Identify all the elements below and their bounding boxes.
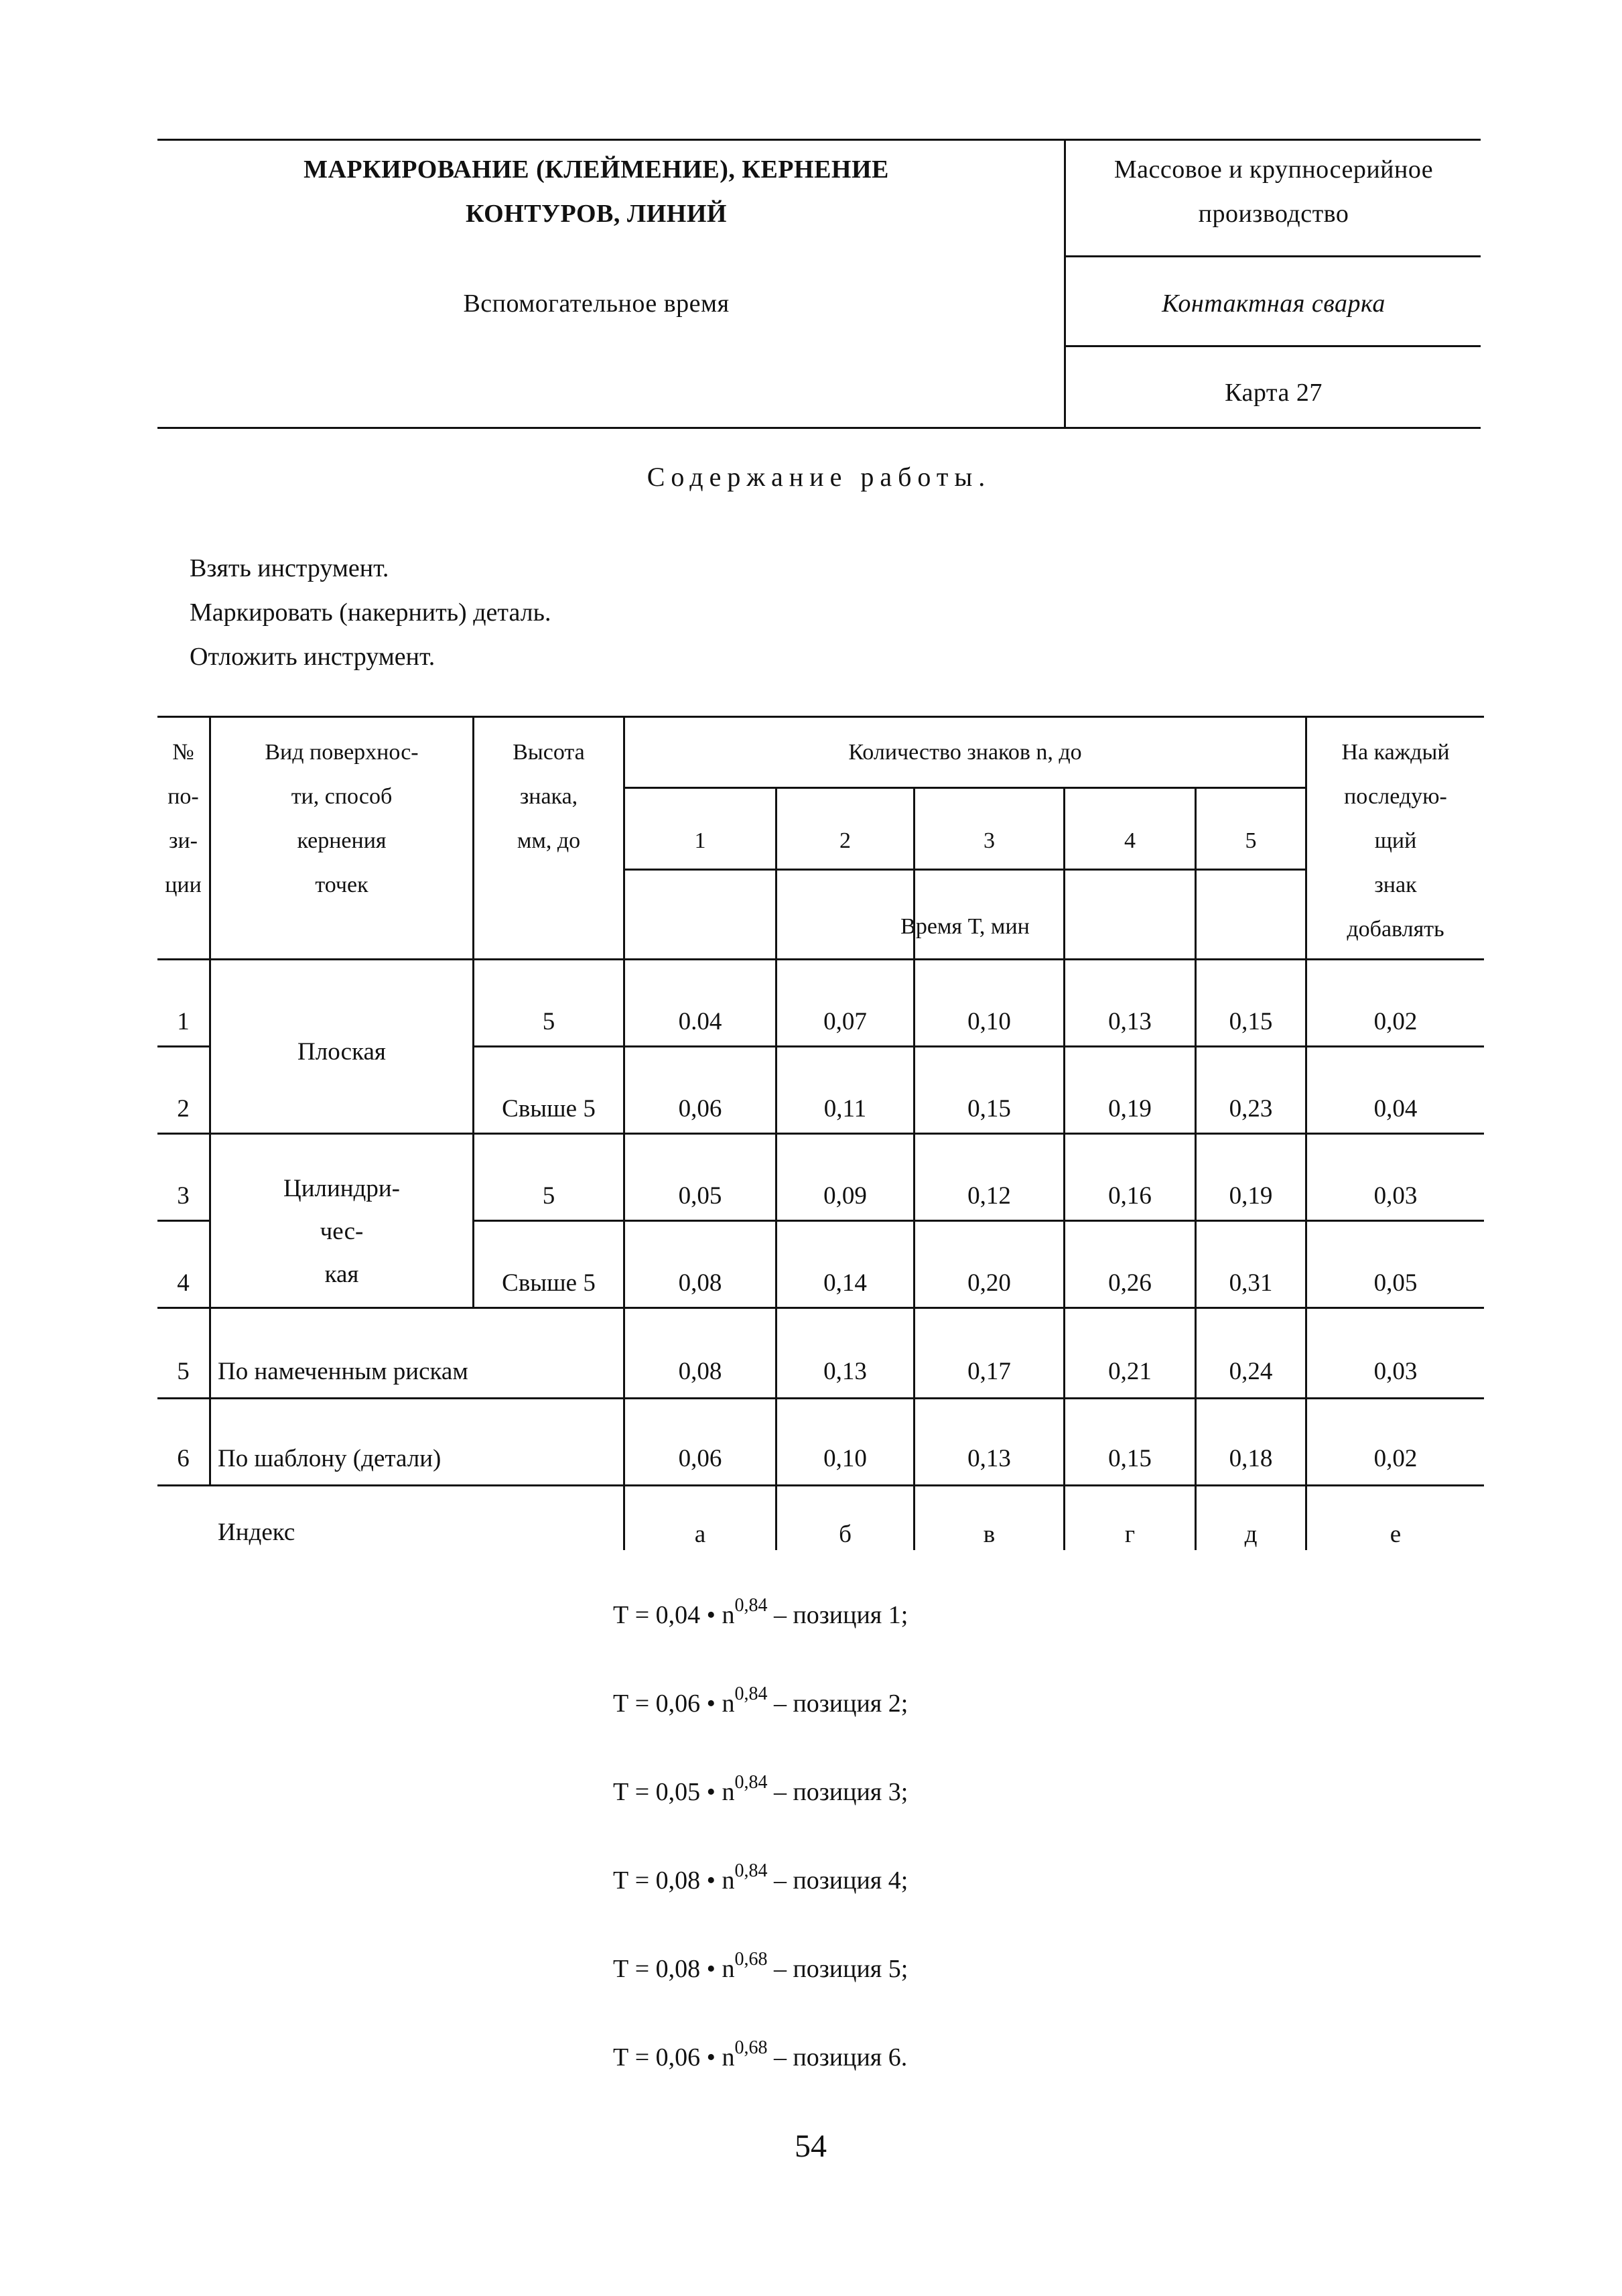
row-height: 5 [542,1182,555,1210]
value-d: 0,18 [1229,1445,1273,1472]
value-e: 0,02 [1373,1445,1418,1472]
th-count-5: 5 [1245,828,1257,853]
index-label: Индекс [218,1519,295,1546]
index-e: е [1390,1521,1402,1548]
value-d: 0,15 [1229,1008,1273,1035]
th-line: знака, [519,784,578,809]
formula-exponent: 0,84 [734,1595,768,1616]
value-e: 0,03 [1373,1358,1418,1385]
production-line-1: Массовое и крупносерийное [1113,155,1434,184]
document-subtitle: Вспомогательное время [463,290,730,318]
formula [613,1772,908,1807]
work-step: Маркировать (накернить) деталь. [190,598,551,627]
value-a: 0,05 [678,1182,722,1210]
formula-base: Т = 0,06 • n [613,2043,735,2071]
value-g: 0,13 [1108,1008,1152,1035]
value-a: 0,06 [678,1095,722,1123]
header-bottom-rule [157,958,1484,960]
formula-base: Т = 0,04 • n [613,1601,735,1629]
th-line: мм, до [517,828,581,853]
formula-position: – позиция 4; [767,1866,908,1895]
formula-base: Т = 0,08 • n [613,1955,735,1983]
header-top-rule [157,139,1481,141]
formula-base: Т = 0,06 • n [613,1689,735,1718]
value-d: 0,19 [1229,1182,1273,1210]
count-values-rule [623,869,1305,871]
formula-exponent: 0,84 [734,1683,768,1704]
value-a: 0.04 [678,1008,722,1035]
formula-base: Т = 0,05 • n [613,1778,735,1806]
formula [613,1595,908,1630]
th-line: щий [1374,828,1417,853]
th-position [157,730,209,907]
value-b: 0,11 [823,1095,867,1123]
value-v: 0,10 [967,1008,1011,1035]
th-line: ти, способ [291,784,393,809]
th-line: ции [165,873,202,897]
th-line: последую- [1344,784,1447,809]
col-rule [775,787,777,1550]
row-rule [157,1397,1484,1399]
card-number: Карта 27 [1225,379,1323,407]
work-step: Взять инструмент. [190,554,389,582]
group-line: Цилиндри- [283,1175,401,1202]
col-rule [1195,787,1197,1550]
th-line: знак [1374,873,1417,897]
index-d: д [1244,1521,1258,1548]
value-g: 0,16 [1108,1182,1152,1210]
value-v: 0,12 [967,1182,1011,1210]
th-line: добавлять [1347,917,1444,942]
row-position: 3 [177,1182,190,1210]
value-v: 0,13 [967,1445,1011,1472]
value-a: 0,08 [678,1269,722,1297]
document-title [181,147,1012,236]
value-e: 0,02 [1373,1008,1418,1035]
formula-position: – позиция 5; [767,1955,908,1983]
work-steps [190,546,551,679]
th-each [1307,730,1484,952]
row-height: Свыше 5 [502,1095,596,1123]
th-line: На каждый [1341,740,1450,765]
process-type: Контактная сварка [1162,290,1386,318]
row-position: 4 [177,1269,190,1297]
col-rule [1063,787,1065,1550]
table-bottom-rule [157,1484,1484,1486]
value-v: 0,17 [967,1358,1011,1385]
value-e: 0,05 [1373,1269,1418,1297]
value-d: 0,31 [1229,1269,1273,1297]
title-line-2: КОНТУРОВ, ЛИНИЙ [466,200,727,228]
th-line: зи- [169,828,198,853]
formula [613,2037,908,2072]
row-rule [157,1220,211,1222]
row-rule [157,1307,1484,1309]
row-position: 6 [177,1445,190,1472]
value-g: 0,19 [1108,1095,1152,1123]
header-rule-1 [1064,255,1481,257]
th-count-3: 3 [984,828,995,853]
value-v: 0,20 [967,1269,1011,1297]
formula-exponent: 0,68 [734,1949,768,1970]
formula-exponent: 0,84 [734,1772,768,1793]
th-line: по- [167,784,199,809]
table-top-rule [157,716,1484,718]
count-header-rule [623,787,1305,789]
value-b: 0,10 [823,1445,867,1472]
th-line: кернения [297,828,387,853]
header-rule-2 [1064,345,1481,347]
group-cylindrical [211,1167,472,1296]
group-line: кая [324,1261,359,1288]
col-rule [913,787,915,1550]
work-step: Отложить инструмент. [190,643,435,671]
th-line: Высота [513,740,585,765]
formula-position: – позиция 2; [767,1689,908,1718]
th-time-label: Время Т, мин [900,914,1030,939]
index-v: в [983,1521,996,1548]
value-b: 0,14 [823,1269,867,1297]
work-heading: Содержание работы. [647,462,992,492]
value-a: 0,06 [678,1445,722,1472]
row-label: По намеченным рискам [218,1358,468,1385]
page-number: 54 [795,2128,827,2164]
row-position: 5 [177,1358,190,1385]
th-count-1: 1 [694,828,706,853]
group-line: чес- [320,1218,364,1245]
formula-position: – позиция 6. [767,2043,908,2071]
value-b: 0,07 [823,1008,867,1035]
th-count-4: 4 [1124,828,1136,853]
value-b: 0,09 [823,1182,867,1210]
index-a: а [694,1521,706,1548]
title-line-1: МАРКИРОВАНИЕ (КЛЕЙМЕНИЕ), КЕРНЕНИЕ [303,155,889,184]
value-g: 0,15 [1108,1445,1152,1472]
group-flat: Плоская [297,1038,386,1066]
formula [613,1949,908,1984]
th-line: № [172,740,194,765]
index-b: б [839,1521,852,1548]
production-line-2: производство [1198,200,1349,228]
formula [613,1683,908,1718]
formula-position: – позиция 3; [767,1778,908,1806]
row-height: 5 [542,1008,555,1035]
value-e: 0,04 [1373,1095,1418,1123]
value-b: 0,13 [823,1358,867,1385]
row-position: 1 [177,1008,190,1035]
formula-exponent: 0,68 [734,2037,768,2058]
row-position: 2 [177,1095,190,1123]
th-line: Вид поверхнос- [265,740,419,765]
th-count-title: Количество знаков n, до [848,740,1082,765]
th-height [474,730,623,863]
th-surface [211,730,472,907]
formula-position: – позиция 1; [767,1601,908,1629]
value-d: 0,23 [1229,1095,1273,1123]
row-height: Свыше 5 [502,1269,596,1297]
th-line: точек [315,873,368,897]
value-e: 0,03 [1373,1182,1418,1210]
value-a: 0,08 [678,1358,722,1385]
formula-base: Т = 0,08 • n [613,1866,735,1895]
row-rule [157,1133,1484,1135]
header-divider [1064,139,1066,428]
value-v: 0,15 [967,1095,1011,1123]
row-rule [157,1045,211,1047]
formula-exponent: 0,84 [734,1860,768,1881]
value-g: 0,21 [1108,1358,1152,1385]
production-type [1067,147,1481,236]
formula [613,1860,908,1895]
index-g: г [1124,1521,1136,1548]
row-label: По шаблону (детали) [218,1445,442,1472]
value-d: 0,24 [1229,1358,1273,1385]
value-g: 0,26 [1108,1269,1152,1297]
th-count-2: 2 [839,828,851,853]
header-bottom-rule [157,427,1481,429]
